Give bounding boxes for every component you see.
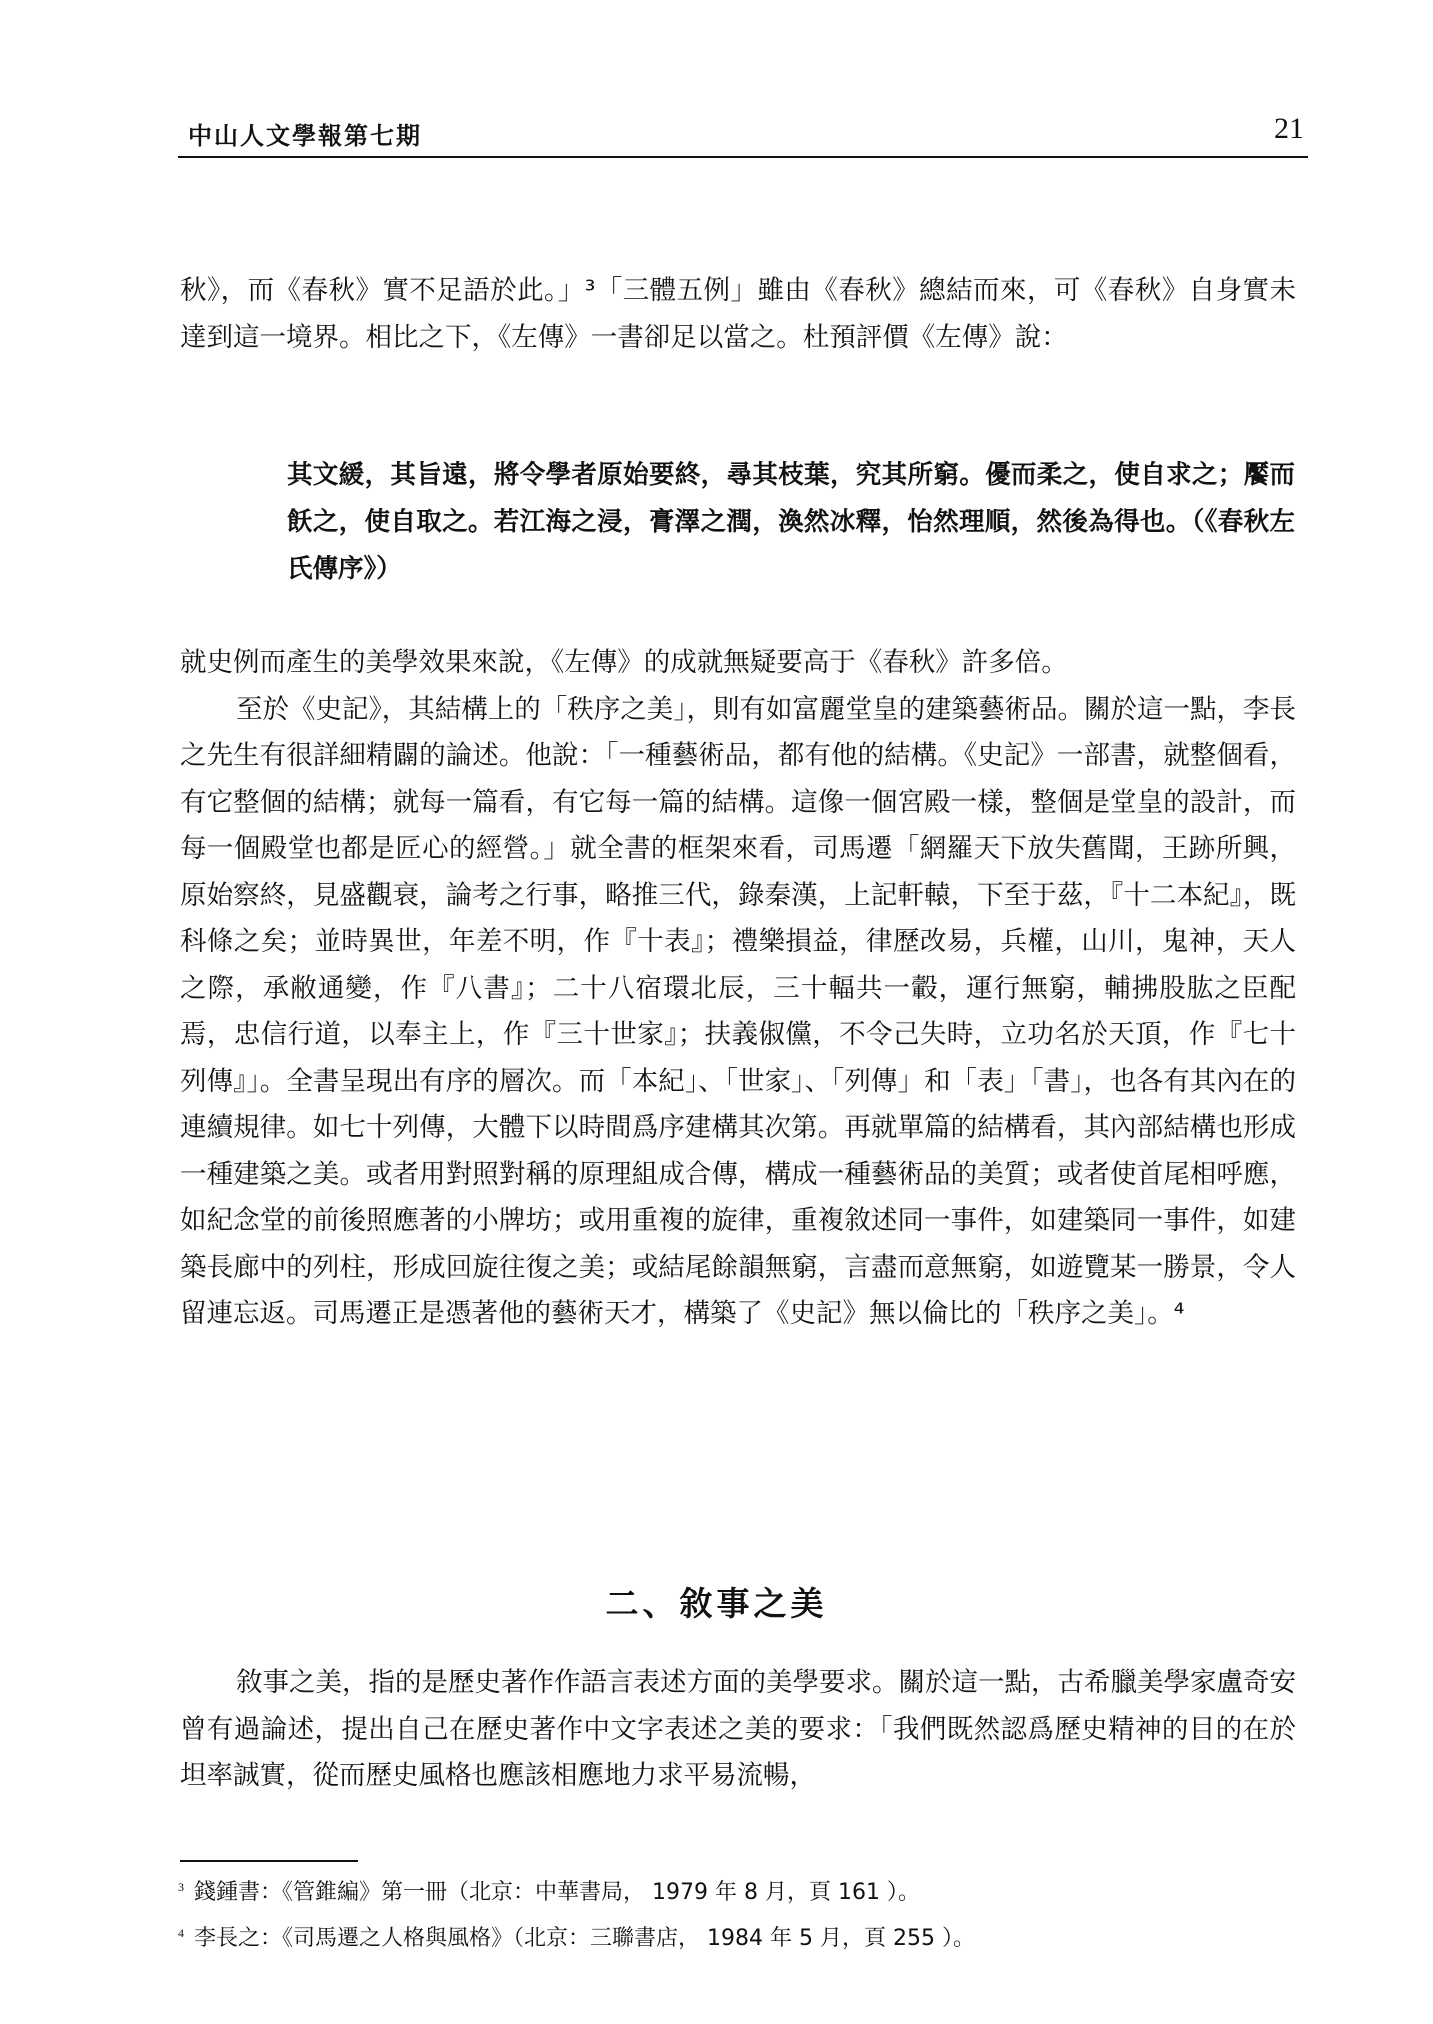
footnote-3	[178, 1870, 1294, 1916]
footnote-mark: 3	[178, 1879, 184, 1894]
narrative-block	[180, 1660, 1296, 1800]
after-quote-paragraph: 就史例而產生的美學效果來說，《左傳》的成就無疑要高于《春秋》許多倍。	[180, 647, 1068, 678]
footnote-text: 錢鍾書：《管錐編》第一冊（北京：中華書局， 1979 年 8 月，頁 161 ）。	[194, 1880, 920, 1905]
narrative-paragraph: 敘事之美，指的是歷史著作作語言表述方面的美學要求。關於這一點，古希臘美學家盧奇安曾有過論述，提出自己在歷史著作中文字表述之美的要求：「我們既然認爲歷史精神的目的在於坦率誠實，從而歷史風格也應該相應地力求平易流暢，	[180, 1667, 1296, 1791]
block-quote	[287, 452, 1295, 593]
journal-title: 中山人文學報第七期	[188, 121, 422, 150]
page-number: 21	[1274, 112, 1304, 145]
intro-paragraph: 秋》，而《春秋》實不足語於此。」³「三體五例」雖由《春秋》總結而來，可《春秋》自身實未達到這一境界。相比之下，《左傳》一書卻足以當之。杜預評價《左傳》說：	[180, 275, 1296, 353]
footnote-4	[178, 1916, 1294, 1962]
quote-text: 其文緩，其旨遠，將令學者原始要終，尋其枝葉，究其所窮。優而柔之，使自求之；饜而飫之，使自取之。若江海之浸，膏澤之潤，渙然冰釋，怡然理順，然後為得也。（《春秋左氏傳序》）	[287, 460, 1295, 584]
intro-block	[180, 268, 1296, 361]
running-header	[178, 112, 1308, 158]
shiji-paragraph: 至於《史記》，其結構上的「秩序之美」，則有如富麗堂皇的建築藝術品。關於這一點，李長之先生有很詳細精闢的論述。他說：「一種藝術品，都有他的結構。《史記》一部書，就整個看，有它整個的結構；就每一篇看，有它每一篇的結構。這像一個宮殿一樣，整個是堂皇的設計，而每一個殿堂也都是匠心的經營。」就全書的框架來看，司馬遷「網羅天下放失舊聞，王跡所興，原始察終，見盛觀衰，論考之行事，略推三代，錄秦漢，上記軒轅，下至于茲，『十二本紀』，既科條之矣；並時異世，年差不明，作『十表』；禮樂損益，律歷改易，兵權，山川，鬼神，天人之際，承敝通變，作『八書』；二十八宿環北辰，三十輻共一轂，運行無窮，輔拂股肱之臣配焉，忠信行道，以奉主上，作『三十世家』；扶義俶儻，不令己失時，立功名於天頂，作『七十列傳』」。全書呈現出有序的層次。而「本紀」、「世家」、「列傳」和「表」「書」，也各有其內在的連續規律。如七十列傳，大體下以時間爲序建構其次第。再就單篇的結構看，其內部結構也形成一種建築之美。或者用對照對稱的原理組成合傳，構成一種藝術品的美質；或者使首尾相呼應，如紀念堂的前後照應著的小牌坊；或用重複的旋律，重複敘述同一事件，如建築同一事件，如建築長廊中的列柱，形成回旋往復之美；或結尾餘韻無窮，言盡而意無窮，如遊覽某一勝景，令人留連忘返。司馬遷正是憑著他的藝術天才，構築了《史記》無以倫比的「秩序之美」。⁴	[180, 693, 1296, 1329]
section-heading: 二、敘事之美	[605, 1584, 828, 1623]
main-block	[180, 640, 1296, 1338]
footnote-text: 李長之：《司馬遷之人格與風格》（北京：三聯書店， 1984 年 5 月，頁 255 ）。	[194, 1926, 975, 1951]
footnotes	[178, 1870, 1294, 1962]
footnote-mark: 4	[178, 1925, 184, 1940]
footnote-divider	[180, 1860, 358, 1862]
